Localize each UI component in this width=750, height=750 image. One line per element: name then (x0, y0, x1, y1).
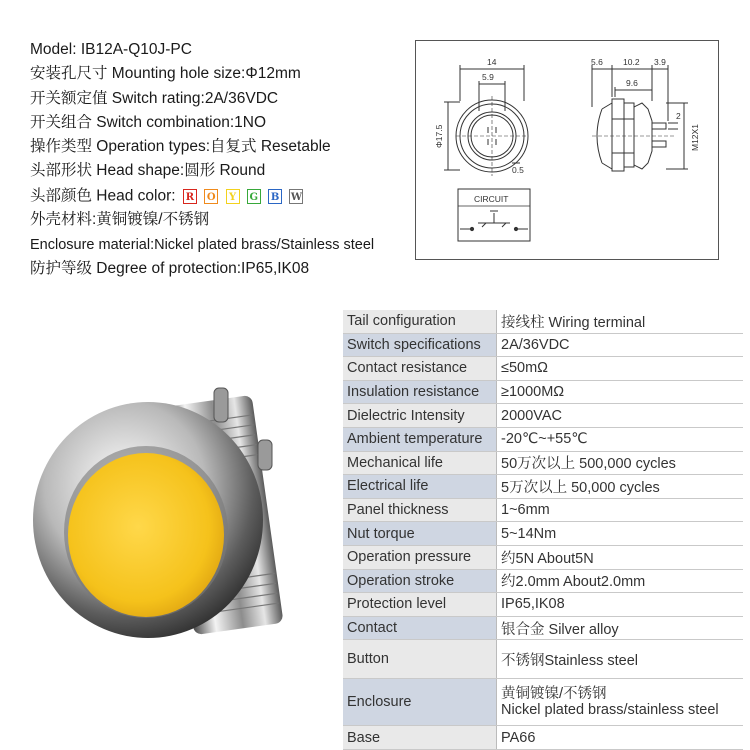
dim-10-2-label: 10.2 (623, 57, 640, 67)
switch-rating-line: 开关额定值 Switch rating:2A/36VDC (30, 89, 279, 107)
dim-5-6-label: 5.6 (591, 57, 603, 67)
row-label: Mechanical life (343, 451, 497, 475)
table-row (343, 569, 743, 593)
table-row (343, 380, 743, 404)
row-value: 不锈钢Stainless steel (497, 640, 744, 679)
row-value (497, 679, 744, 726)
row-value: ≤50mΩ (497, 357, 744, 381)
protection-line: 防护等级 Degree of protection:IP65,IK08 (30, 259, 310, 277)
dim-5-9-label: 5.9 (482, 72, 494, 82)
row-value-line-1: 黄铜镀镍/不锈钢 (501, 686, 607, 703)
row-label: Enclosure (343, 679, 497, 726)
color-swatch-r: R (183, 189, 197, 204)
dim-3-9-label: 3.9 (654, 57, 666, 67)
table-row (343, 498, 743, 522)
row-value-line-2: Nickel plated brass/stainless steel (501, 702, 719, 719)
color-swatch-w: W (289, 189, 303, 204)
table-row (343, 640, 743, 679)
model-line: Model: IB12A-Q10J-PC (30, 41, 192, 58)
dim-m12-label: M12X1 (690, 124, 700, 151)
enclosure-cn-line: 外壳材料:黄铜镀镍/不锈钢 (30, 211, 210, 229)
row-value: 接线柱 Wiring terminal (497, 310, 744, 333)
row-value: 50万次以上 500,000 cycles (497, 451, 744, 475)
row-value: 1~6mm (497, 498, 744, 522)
color-swatch-y: Y (226, 189, 240, 204)
row-label: Switch specifications (343, 333, 497, 357)
product-photo (18, 380, 318, 680)
table-row (343, 404, 743, 428)
row-label: Operation stroke (343, 569, 497, 593)
head-color-label: 头部颜色 Head color: (30, 187, 176, 205)
head-color-line (30, 184, 410, 209)
specs-table (343, 310, 743, 750)
row-label: Protection level (343, 593, 497, 617)
row-label: Electrical life (343, 475, 497, 499)
table-row (343, 679, 743, 726)
row-value: 约2.0mm About2.0mm (497, 569, 744, 593)
dim-17-5-label: Φ17.5 (434, 124, 444, 148)
row-value: 约5N About5N (497, 545, 744, 569)
table-row (343, 726, 743, 750)
color-swatch-b: B (268, 189, 282, 204)
side-view (592, 65, 688, 171)
table-row (343, 357, 743, 381)
row-label: Contact resistance (343, 357, 497, 381)
row-label: Panel thickness (343, 498, 497, 522)
row-value: 5万次以上 50,000 cycles (497, 475, 744, 499)
switch-combination-line: 开关组合 Switch combination:1NO (30, 113, 267, 131)
row-value: 2A/36VDC (497, 333, 744, 357)
row-label: Ambient temperature (343, 427, 497, 451)
table-row (343, 333, 743, 357)
color-swatches (183, 184, 307, 208)
row-label: Base (343, 726, 497, 750)
table-row (343, 545, 743, 569)
dim-2-label: 2 (676, 111, 681, 121)
row-label: Button (343, 640, 497, 679)
row-value: 2000VAC (497, 404, 744, 428)
head-shape-line: 头部形状 Head shape:圆形 Round (30, 162, 266, 180)
row-label: Operation pressure (343, 545, 497, 569)
row-value: PA66 (497, 726, 744, 750)
table-row (343, 310, 743, 333)
row-label: Contact (343, 616, 497, 640)
table-row (343, 593, 743, 617)
circuit-label: CIRCUIT (474, 194, 509, 204)
table-row (343, 616, 743, 640)
color-swatch-g: G (247, 189, 261, 204)
row-value: IP65,IK08 (497, 593, 744, 617)
table-row (343, 475, 743, 499)
yellow-button-cap (68, 453, 224, 617)
row-label: Tail configuration (343, 310, 497, 333)
table-row (343, 427, 743, 451)
technical-drawing (415, 40, 719, 260)
row-value: 银合金 Silver alloy (497, 616, 744, 640)
spec-list (30, 38, 410, 281)
dim-14-label: 14 (487, 57, 497, 67)
dim-0-5-label: 0.5 (512, 165, 524, 175)
row-label: Nut torque (343, 522, 497, 546)
operation-types-line: 操作类型 Operation types:自复式 Resetable (30, 138, 331, 156)
row-value: ≥1000MΩ (497, 380, 744, 404)
row-value: -20℃~+55℃ (497, 427, 744, 451)
row-label: Dielectric Intensity (343, 404, 497, 428)
enclosure-en-line: Enclosure material:Nickel plated brass/Stainless steel (30, 236, 375, 253)
table-row (343, 451, 743, 475)
row-label: Insulation resistance (343, 380, 497, 404)
mounting-hole-line: 安装孔尺寸 Mounting hole size:Φ12mm (30, 65, 301, 83)
dim-9-6-label: 9.6 (626, 78, 638, 88)
row-value: 5~14Nm (497, 522, 744, 546)
table-row (343, 522, 743, 546)
color-swatch-o: O (204, 189, 218, 204)
